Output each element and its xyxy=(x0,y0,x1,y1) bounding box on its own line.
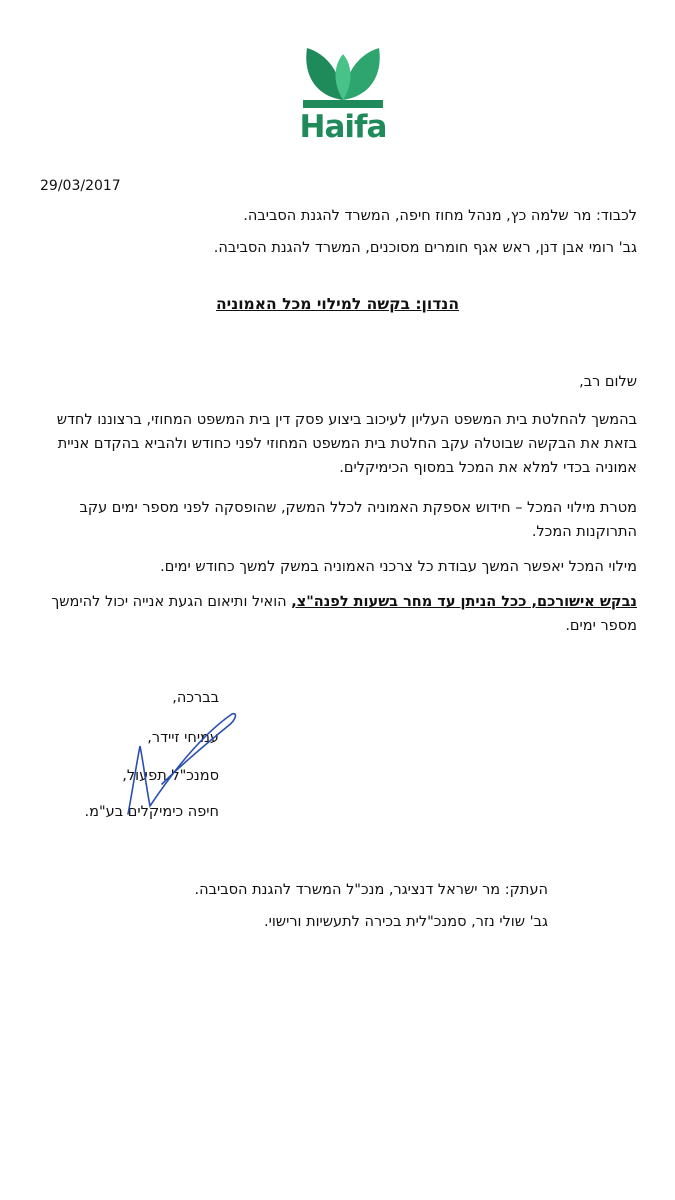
recipient-line: לכבוד: מר שלמה כץ, מנהל מחוז חיפה, המשרד להגנת הסביבה. xyxy=(243,208,637,224)
signer-company: חיפה כימיקלים בע"מ. xyxy=(84,804,219,820)
request-emphasis: נבקש אישורכם, ככל הניתן עד מחר בשעות לפנה"צ, xyxy=(291,594,637,610)
company-logo xyxy=(293,44,393,148)
letter-date: 29/03/2017 xyxy=(40,178,121,194)
request-rest: הואיל ותיאום הגעת אנייה יכול להימשך מספר ימים. xyxy=(51,594,637,634)
leaf-icon xyxy=(293,44,393,110)
signer-title: סמנכ"ל תפעול, xyxy=(122,768,219,784)
logo-wordmark: Haifa xyxy=(299,109,387,145)
cc-line: גב' שולי נזר, סמנכ"לית בכירה לתעשיות ורישוי. xyxy=(264,914,548,930)
recipient-line: גב' רומי אבן דנן, ראש אגף חומרים מסוכנים, המשרד להגנת הסביבה. xyxy=(213,240,637,256)
greeting: שלום רב, xyxy=(579,374,637,390)
body-paragraph: מילוי המכל יאפשר המשך עבודת כל צרכני האמוניה במשק למשך כחודש ימים. xyxy=(160,559,637,575)
letter-subject: הנדון: בקשה למילוי מכל האמוניה xyxy=(216,295,459,313)
handwritten-signature xyxy=(110,706,250,821)
body-paragraph: בהמשך להחלטת בית המשפט העליון לעיכוב ביצוע פסק דין בית המשפט המחוזי, ברצוננו לחדש בזאת את הבקשה שבוטלה עקב החלטת בית המשפט המחוזי לפני כחודש ולהביא בהקדם אניית אמוניה בכדי למלא את המכל במסוף הכימיקלים. xyxy=(56,412,637,476)
signoff-closing: בברכה, xyxy=(172,690,219,706)
signer-name: עמיחי זיידר, xyxy=(147,730,219,746)
body-paragraph: מטרת מילוי המכל – חידוש אספקת האמוניה לכלל המשק, שהופסקה לפני מספר ימים עקב התרוקנות המכל. xyxy=(79,500,637,540)
cc-line: העתק: מר ישראל דנציגר, מנכ"ל המשרד להגנת הסביבה. xyxy=(194,882,548,898)
body-paragraph xyxy=(37,590,637,638)
